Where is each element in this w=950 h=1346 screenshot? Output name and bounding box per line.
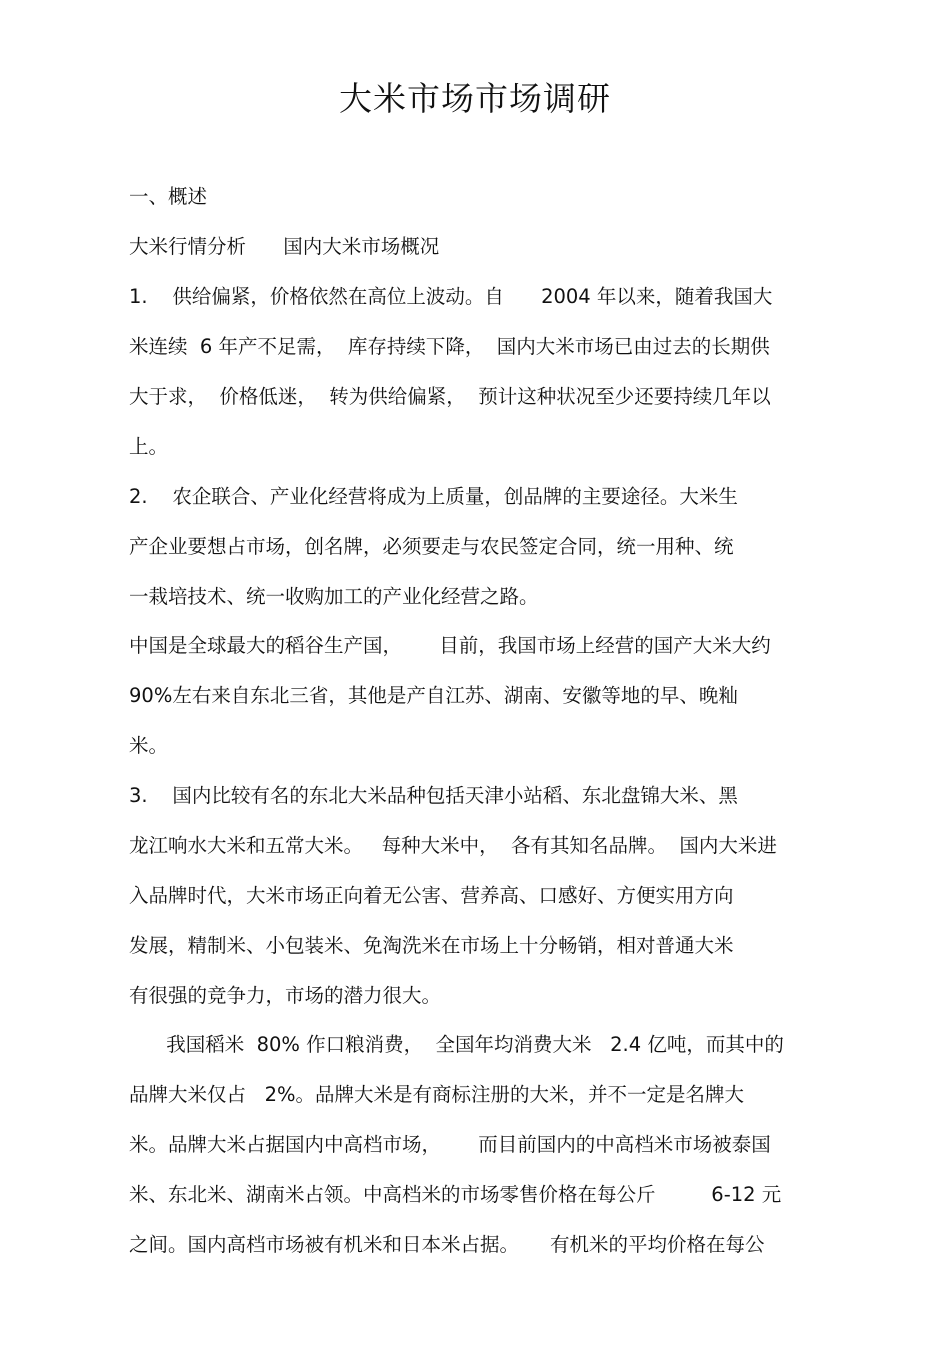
- text-line: 米。品牌大米占据国内中高档市场， 而目前国内的中高档米市场被泰国: [129, 1133, 771, 1156]
- text-line: 发展，精制米、小包装米、免淘洗米在市场上十分畅销，相对普通大米: [129, 934, 734, 957]
- text-line: 一栽培技术、统一收购加工的产业化经营之路。: [129, 585, 539, 608]
- document-title: 大米市场市场调研: [339, 79, 611, 118]
- text-line: 米连续 6 年产不足需， 库存持续下降， 国内大米市场已由过去的长期供: [129, 335, 770, 358]
- section-heading-overview: 一、概述: [129, 185, 208, 208]
- text-line: 大于求， 价格低迷， 转为供给偏紧， 预计这种状况至少还要持续几年以: [129, 385, 771, 408]
- text-line: 上。: [129, 435, 169, 458]
- text-line: 龙江响水大米和五常大米。 每种大米中， 各有其知名品牌。 国内大米进: [129, 834, 777, 857]
- text-line: 1. 供给偏紧，价格依然在高位上波动。自 2004 年以来，随着我国大: [129, 285, 773, 308]
- text-line: 中国是全球最大的稻谷生产国， 目前，我国市场上经营的国产大米大约: [129, 634, 771, 657]
- subheading-rice-market: 大米行情分析 国内大米市场概况: [129, 235, 440, 258]
- text-line: 米。: [129, 734, 169, 757]
- text-line: 3. 国内比较有名的东北大米品种包括天津小站稻、东北盘锦大米、黑: [129, 784, 738, 807]
- text-line: 90%左右来自东北三省，其他是产自江苏、湖南、安徽等地的早、晚籼: [129, 684, 738, 707]
- text-line: 米、东北米、湖南米占领。中高档米的市场零售价格在每公斤 6-12 元: [129, 1183, 782, 1206]
- text-line: 产企业要想占市场，创名牌，必须要走与农民签定合同，统一用种、统: [129, 535, 734, 558]
- text-line: 有很强的竞争力，市场的潜力很大。: [129, 984, 442, 1007]
- text-line: 入品牌时代，大米市场正向着无公害、营养高、口感好、方便实用方向: [129, 884, 734, 907]
- text-line: 2. 农企联合、产业化经营将成为上质量，创品牌的主要途径。大米生: [129, 485, 738, 508]
- text-line: 品牌大米仅占 2%。品牌大米是有商标注册的大米，并不一定是名牌大: [129, 1083, 745, 1106]
- text-line: 之间。国内高档市场被有机米和日本米占据。 有机米的平均价格在每公: [129, 1233, 765, 1256]
- text-line: 我国稻米 80% 作口粮消费， 全国年均消费大米 2.4 亿吨，而其中的: [129, 1033, 784, 1056]
